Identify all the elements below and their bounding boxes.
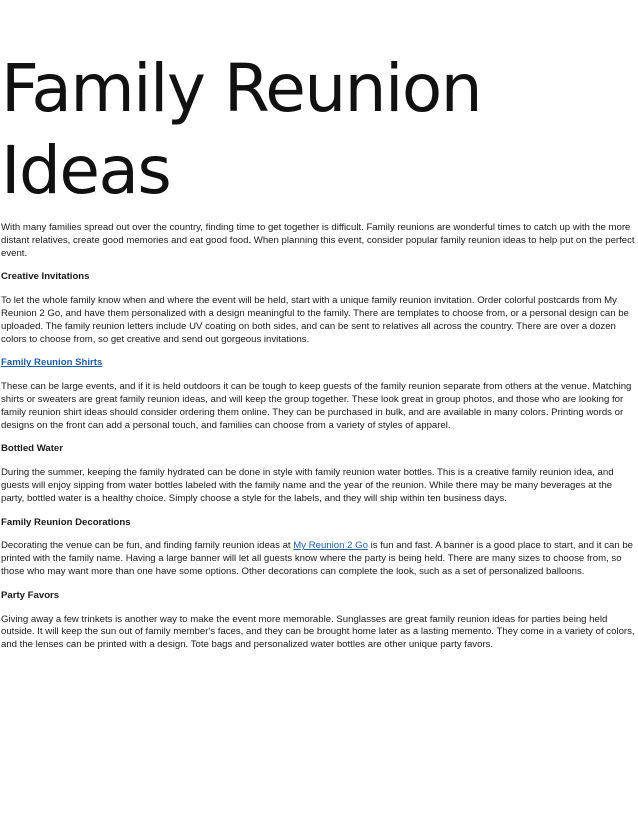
heading-family-reunion-shirts (1, 357, 638, 370)
heading-family-reunion-decorations: Family Reunion Decorations (1, 516, 131, 528)
heading-creative-invitations: Creative Invitations (1, 271, 90, 283)
heading-bottled-water: Bottled Water (1, 443, 64, 455)
invitations-paragraph: To let the whole family know when and where the event will be held, start with a unique family reunion invitation. Order colorful postcards from My Reunion 2 Go, and have them personalized with a design meaningful to the family. There are templates to choose from, or a personal design can be uploaded. The family reunion letters include UV coating on both sides, and can be sent to relatives all across the country. There are over a dozen colors to choose from, so get creative and send out gorgeous invitations. (1, 295, 629, 345)
favors-paragraph: Giving away a few trinkets is another way to make the event more memorable. Sunglasses are great family reunion ideas for parties being held outside. It will keep the sun out of family member's faces, and they can be brought home later as a lasting memento. They come in a variety of colors, and the lenses can be printed with a design. Tote bags and personalized water bottles are other unique party favors. (1, 613, 635, 651)
decorations-text-after-link: is fun and fast. A banner is a good place to start, and it can be printed with the family name. Having a large banner will let all guests know where the party is being held. There are many sizes to choose from, so those who may want more than one have some options. Other decorations can complete the look, such as a set of personalized balloons. (1, 540, 634, 577)
shirts-paragraph: These can be large events, and if it is held outdoors it can be tough to keep guests of the family reunion separate from others at the venue. Matching shirts or sweaters are great family reunion ideas, and will keep the group together. These look great in group photos, and those who are looking for family reunion shirt ideas should consider ordering them online. They can be purchased in bulk, and are available in many colors. Printing words or designs on the front can add a personal touch, and families can choose from a variety of styles of apparel. (1, 381, 632, 431)
decorations-text-before-link: Decorating the venue can be fun, and finding family reunion ideas at (1, 540, 294, 552)
document-body (1, 222, 638, 652)
title-line-2: Ideas (1, 132, 171, 209)
water-paragraph: During the summer, keeping the family hydrated can be done in style with family reunion water bottles. This is a creative family reunion idea, and guests will enjoy sipping from water bottles labeled with the family name and the year of the reunion. While there may be many beverages at the party, bottled water is a healthy choice. Simply choose a style for the labels, and they will ship within ten business days. (1, 467, 614, 504)
family-reunion-shirts-link[interactable]: Family Reunion Shirts (1, 357, 103, 369)
heading-party-favors: Party Favors (1, 589, 60, 601)
title-line-1: Family Reunion (1, 50, 482, 127)
intro-paragraph: With many families spread out over the country, finding time to get together is difficult. Family reunions are wonderful times to catch up with the more distant relatives, create good memories and eat good food. When planning this event, consider popular family reunion ideas to help put on the perfect event. (1, 222, 635, 259)
decorations-paragraph (1, 540, 638, 578)
my-reunion-2-go-link[interactable]: My Reunion 2 Go (293, 540, 368, 552)
document-title (1, 48, 638, 212)
